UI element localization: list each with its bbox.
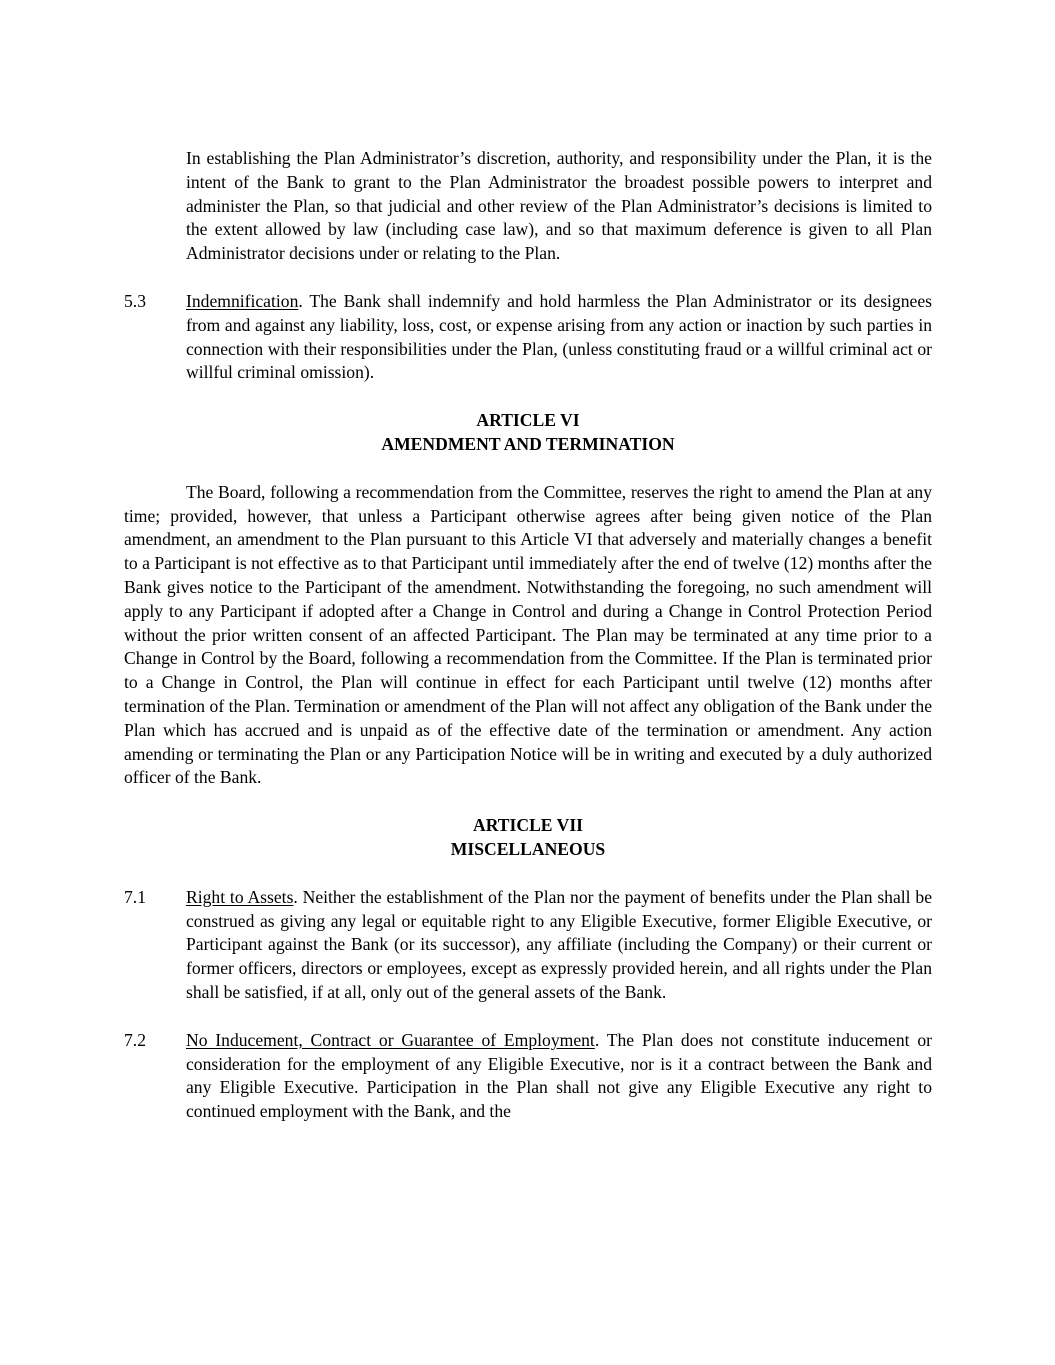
article-6-body: The Board, following a recommendation from the Committee, reserves the right to amend the Plan at any time; provided, however, that unless a Participant otherwise agrees after being given notice of the Plan amendment, an amendment to the Plan pursuant to this Article VI that adversely and materially changes a benefit to a Participant is not effective as to that Participant until immediately after the end of twelve (12) months after the Bank gives notice to the Participant of the amendment. Notwithstanding the foregoing, no such amendment will apply to any Participant if adopted after a Change in Control and during a Change in Control Protection Period without the prior written consent of an affected Participant. The Plan may be terminated at any time prior to a Change in Control by the Board, following a recommendation from the Committee. If the Plan is terminated prior to a Change in Control, the Plan will continue in effect for each Participant until twelve (12) months after termination of the Plan. Termination or amendment of the Plan will not affect any obligation of the Bank under the Plan which has accrued and is unpaid as of the effective date of the termination or amendment. Any action amending or terminating the Plan or any Participation Notice will be in writing and executed by a duly authorized officer of the Bank. (124, 481, 932, 788)
section-title: No Inducement, Contract or Guarantee of Employment (186, 1029, 595, 1050)
article-6-heading: ARTICLE VI (476, 410, 580, 431)
section-title: Indemnification (186, 290, 299, 311)
section-number: 7.1 (124, 886, 146, 907)
section-number: 5.3 (124, 290, 146, 311)
section-7-1 (124, 886, 932, 1005)
article-7-subheading: MISCELLANEOUS (450, 838, 606, 859)
section-title: Right to Assets (186, 886, 294, 907)
section-text: . The Plan does not constitute inducement or consideration for the employment of any Eligible Executive, nor is it a contract between the Bank and any Eligible Executive. Participation in the Plan shall not give any Eligible Executive any right to continued employment with the Bank, and the (186, 1029, 932, 1122)
section-7-2 (124, 1029, 932, 1124)
section-text: . The Bank shall indemnify and hold harmless the Plan Administrator or its designees from and against any liability, loss, cost, or expense arising from any action or inaction by such parties in connection with their responsibilities under the Plan, (unless constituting fraud or a willful criminal act or willful criminal omission). (186, 290, 932, 383)
section-5-3 (124, 290, 932, 385)
article-7-heading: ARTICLE VII (472, 815, 584, 836)
section-5-2-continuation: In establishing the Plan Administrator’s discretion, authority, and responsibility under the Plan, it is the intent of the Bank to grant to the Plan Administrator the broadest possible powers to interpret and administer the Plan, so that judicial and other review of the Plan Administrator’s decisions is limited to the extent allowed by law (including case law), and so that maximum deference is given to all Plan Administrator decisions under or relating to the Plan. (186, 148, 932, 264)
section-number: 7.2 (124, 1029, 146, 1050)
document-page (124, 147, 932, 1124)
article-6-subheading: AMENDMENT AND TERMINATION (381, 433, 675, 454)
section-text: . Neither the establishment of the Plan nor the payment of benefits under the Plan shall be construed as giving any legal or equitable right to any Eligible Executive, former Eligible Executive, or Participant against the Bank (or its successor), any affiliate (including the Company) or their current or former officers, directors or employees, except as expressly provided herein, and all rights under the Plan shall be satisfied, if at all, only out of the general assets of the Bank. (186, 886, 932, 1002)
